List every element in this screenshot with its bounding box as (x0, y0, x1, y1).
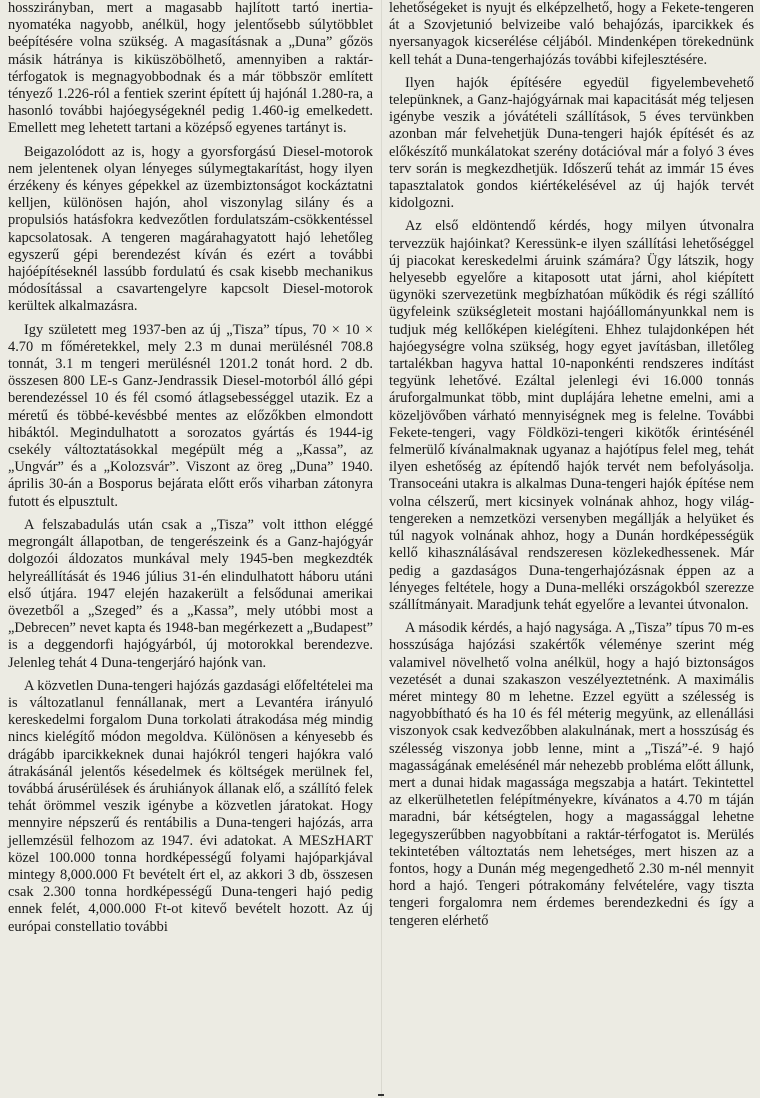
bottom-mark (378, 1094, 384, 1096)
paragraph: Ilyen hajók építésére egyedül figyelembevehető telepünknek, a Ganz-hajógyárnak mai kapacitását még teljesen igénybe veszik a jóvátételi szállítások, 5 éves tervünkben azonban már felvehetjük Duna-tengeri hajók építését és az előkészítő munkálatokat szerény dotációval már a folyó 3 éves terv során is megkezdhetjük. Időszerű tehát az immár 15 éves tapasztalatok gondos kiértékelésével az új hajók tervét kidolgozni. (389, 74, 754, 212)
paragraph: A felszabadulás után csak a „Tisza” volt itthon eléggé megrongált állapotban, de tengerészeink és a Ganz-hajógyár dolgozói áldozatos munkával mely 1945-ben megkezdték helyreállítását és 1946 július 31-én elindulhatott háboru utáni első útjára. 1947 elején hazakerült a felsődunai amerikai övezetből a „Szeged” és a „Kassa”, mely utóbbi most a „Debrecen” nevet kapta és 1948-ban megérkezett a „Budapest” is a deggendorfi hajógyárból, új motorokkal berendezve. Jelenleg tehát 4 Duna-tengerjáró hajónk van. (8, 516, 373, 671)
paragraph: Az első eldöntendő kérdés, hogy milyen útvonalra tervezzük hajóinkat? Keressünk-e ilyen szállítási lehetőséggel új piacokat kereskedelmi áruink számára? Ügy látszik, hogy helyesebb egyelőre a kitaposott utat járni, ahol kiépített ügynöki szervezetünk megbízhatóan működik és régi szállító ügyfeleink szükségleteit mostani hajóállományunkkal nem is tudjuk még kellőképen kielégíteni. Ehhez tulajdonképen hét hajóegységre volna szükség, hogy egyet javításban, illetőleg tartalékban hagyva hattal 10-naponkénti rendszeres indítást tegyünk lehetővé. Ezáltal jelenlegi évi 16.000 tonnás áruforgalmunkat több, mint duplájára lehetne emelni, ami a közeljövőben várható mennyiségnek meg is felelne. További Fekete-tengeri, vagy Földközi-tengeri kikötők érintésénél felmerülő kívánalmaknak ugyanaz a hajótípus felel meg, tehát ilyen eshetőség az építendő hajók tervét nem befolyásolja. Transoceáni utakra is alkalmas Duna-tengeri hajók építése nem volna célszerű, mert kicsinyek volnának ahhoz, hogy világ-tengereken a nemzetközi versenyben megállják a helyüket és túl nagyok volnának ahhoz, hogy a Dunán hordképességük kellő kihasználásával rendszeresen közlekedhessenek. Már pedig a gazdaságos Duna-tengerhajózásnak éppen az a lényeges feltétele, hogy a Duna-melléki országokból szerezze szállítmányait. Maradjunk tehát egyelőre a levantei útvonalon. (389, 218, 754, 613)
paragraph: hosszirányban, mert a magasabb hajlított tartó inertia-nyomatéka nagyobb, anélkül, hogy jelentősebb súlytöbblet beépítésére volna szükség. A magasításnak a „Duna” gőzös másik hátránya is kiküszöbölhető, amennyiben a raktár-térfogatok is megnagyobbodnak és a már többször említett tényező 1.226-ról a fentiek szerint épített új hajónál 1.280-ra, a hasonló további hajóegységeknél pedig 1.460-ig emelkedett. Emellett meg lehetett tartani a középső egyenes tartányt is. (8, 0, 373, 137)
paragraph: A második kérdés, a hajó nagysága. A „Tisza” típus 70 m-es hosszúsága hajózási szakértők véleménye szerint még valamivel növelhető volna anélkül, hogy a hajó biztonságos vezetését a dunai szakaszon veszélyeztetnénk. A maximális méret mintegy 80 m lehetne. Ezzel együtt a szélesség is nagyobbítható és ha 10 és fél méterig megyünk, az ellenállási viszonyok csak kedvezőbben alakulnának, mert a hosszúság és szélesség viszonya jobb lenne, mint a „Tiszá”-é. 9 hajó magasságának emelésénél már nehezebb probléma előtt állunk, mert a dunai hidak magassága megszabja a határt. Tekintettel az elkerülhetetlen felépítményekre, kívánatos a 4.70 m táján maradni, bár kétségtelen, hogy a magassággal lehetne legegyszerűbben nagyobbítani a raktár-térfogatot is. Merülés tekintetében változtatás nem lehetséges, mert hiszen az a fontos, hogy a Dunán még megengedhető 2.30 m-nél mennyit hord a hajó. Tengeri pótrakomány felvételére, vagy tiszta tengeri forgalomra nem érdemes berendezkedni és így a tengeren elérhető (389, 620, 754, 929)
right-column (389, 0, 754, 1098)
paragraph: Beigazolódott az is, hogy a gyorsforgású Diesel-motorok nem jelentenek olyan lényeges súlymegtakarítást, hogy ilyen érzékeny és kényes gépekkel az üzembiztonságot kockáztatni kelljen, különösen hajón, ahol viszonylag silány és a propulsiós hatásfokra kedvezőtlen fordulatszám-csökkentéssel kapcsolatosak. A tengeren magárahagyatott hajó lehetőleg egyszerű gépi berendezést kíván és ezért a további hajóépítéseknél lassúbb fordulatú és csak kisebb mechanikus módosítással a csavartengelyre kapcsolt Diesel-motorok kerültek alkalmazásra. (8, 143, 373, 315)
column-divider (381, 0, 382, 1098)
paragraph: Igy született meg 1937-ben az új „Tisza” típus, 70 × 10 × 4.70 m főméretekkel, mely 2.3 m dunai merülésnél 708.8 tonnát, 3.1 m tengeri merülésnél 1201.2 tonát hord. 2 db. összesen 800 LE-s Ganz-Jendrassik Diesel-motorból álló gépi berendezéssel 10 és fél csomó átlagsebességgel utazik. Ez a méretű és többé-kevésbbé mentes az előzőkben elmondott hibáktól. Megindulhatott a sorozatos gyártás és 1944-ig csekély változtatásokkal megépült még a „Kassa”, az „Ungvár” és a „Kolozsvár”. Viszont az öreg „Duna” 1940. április 30-án a Bosporus bejárata előtt erős viharban zátonyra futott és elpusztult. (8, 321, 373, 510)
paragraph: lehetőségeket is nyujt és elképzelhető, hogy a Fekete-tengeren át a Szovjetunió belvizeibe való behajózás, iparcikkek és nyersanyagok kicserélése céljából. Mindenképen törekednünk kell tehát a Duna-tengerhajózás további kifejlesztésére. (389, 0, 754, 68)
paragraph: A közvetlen Duna-tengeri hajózás gazdasági előfeltételei ma is változatlanul fennállanak, mert a Levantéra irányuló kereskedelmi forgalom Duna torkolati átrakodása még mindig nincs kielégítő módon megoldva. Különösen a kényesebb és drágább iparcikkeknek dunai hajókról tengeri hajókra való átrakásánál jelentős késedelmek és költségek merülnek fel, továbbá árusérülések és áruhiányok állanak elő, a szállító felek tehát örömmel veszik igénybe a közvetlen járatokat. Hogy mennyire népszerű és rentábilis a Duna-tengeri hajózás, arra jellemzésül felhozom az 1947. évi adatokat. A MESzHART közel 100.000 tonna hordképességű folyami hajóparkjával mintegy 8,000.000 Ft bevételt ért el, az akkori 3 db, összesen csak 2.300 tonna hordképességű Duna-tengeri hajó pedig ennek felét, 4,000.000 Ft-ot kitevő bevételt hozott. Az új európai constellatio további (8, 677, 373, 935)
left-column (6, 0, 373, 1098)
